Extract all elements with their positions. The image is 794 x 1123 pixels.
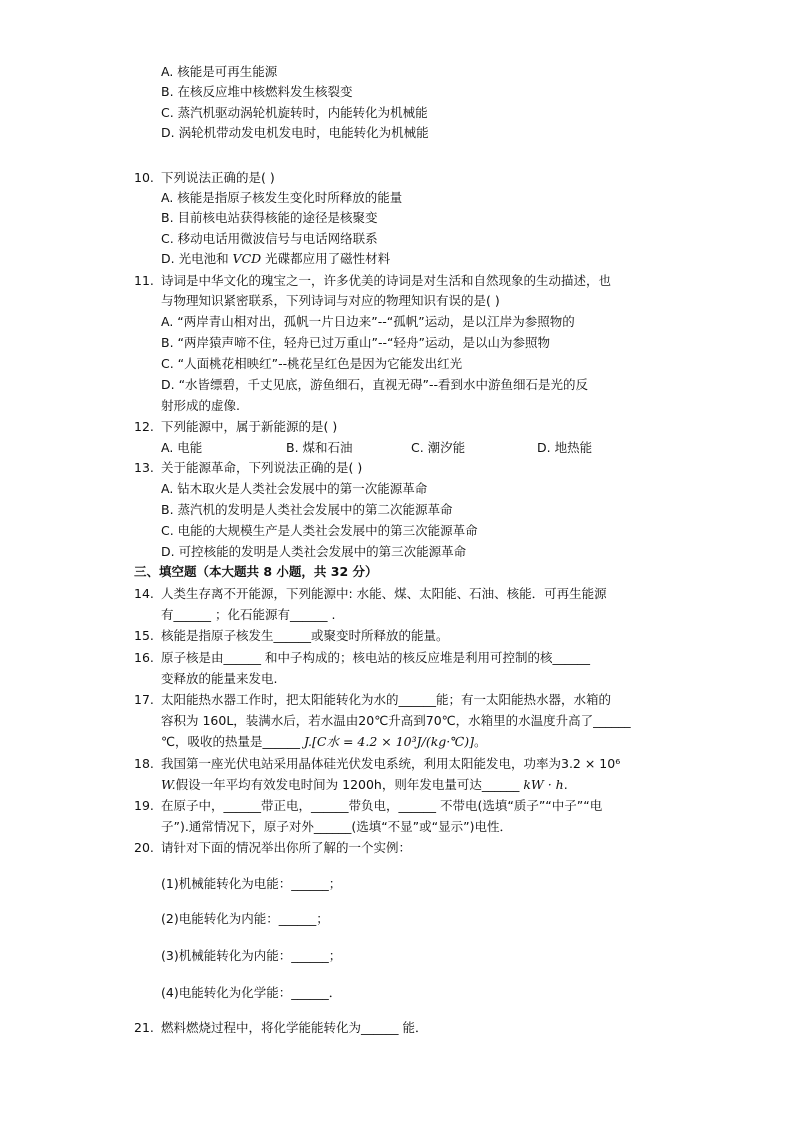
q11-stem-line1: 诗词是中华文化的瑰宝之一，许多优美的诗词是对生活和自然现象的生动描述，也 bbox=[161, 273, 612, 288]
q20-item-4: (4)电能转化为化学能：______． bbox=[161, 985, 342, 1000]
q10-option-d-pre: D. 光电池和 bbox=[161, 251, 233, 266]
q11-option-d: D. “水皆缥碧，千丈见底，游鱼细石，直视无碍”--看到水中游鱼细石是光的反 bbox=[161, 377, 589, 392]
section-title: 三、填空题 bbox=[134, 564, 197, 579]
q10-option-a: A. 核能是指原子核发生变化时所释放的能量 bbox=[161, 190, 403, 205]
q12-number: 12. bbox=[134, 419, 154, 434]
q13-option-d: D. 可控核能的发明是人类社会发展中的第三次能源革命 bbox=[161, 544, 467, 559]
q9-option-c: C. 蒸汽机驱动涡轮机旋转时，内能转化为机械能 bbox=[161, 105, 428, 120]
q10-option-d-post: 光碟都应用了磁性材料 bbox=[261, 251, 391, 266]
q13-option-b: B. 蒸汽机的发明是人类社会发展中的第二次能源革命 bbox=[161, 502, 453, 517]
q17-formula: J.[C水 = 4.2 × 10³J/(kg·℃)] bbox=[304, 734, 474, 749]
q13-stem: 关于能源革命，下列说法正确的是( ) bbox=[161, 460, 363, 475]
q21-number: 21. bbox=[134, 1020, 154, 1035]
q18-unit-kwh: kW · h bbox=[523, 777, 564, 792]
q12-stem: 下列能源中，属于新能源的是( ) bbox=[161, 419, 338, 434]
q12-option-c: C. 潮汐能 bbox=[411, 440, 466, 455]
q19-line2: 子”).通常情况下，原子对外______(选填“不显”或“显示”)电性． bbox=[161, 819, 512, 834]
q11-option-c: C. “人面桃花相映红”--桃花呈红色是因为它能发出红光 bbox=[161, 356, 463, 371]
q13-number: 13. bbox=[134, 460, 154, 475]
q10-option-d bbox=[161, 251, 390, 267]
q12-option-d: D. 地热能 bbox=[537, 440, 593, 455]
q10-option-b: B. 目前核电站获得核能的途径是核聚变 bbox=[161, 210, 378, 225]
q17-line2: 容积为 160L，装满水后，若水温由20℃升高到70℃，水箱里的水温度升高了______ bbox=[161, 713, 631, 728]
q13-option-c: C. 电能的大规模生产是人类社会发展中的第三次能源革命 bbox=[161, 523, 478, 538]
q11-number: 11. bbox=[134, 273, 154, 288]
q19-number: 19. bbox=[134, 798, 154, 813]
q18-line2 bbox=[161, 777, 568, 793]
q21-line1: 燃料燃烧过程中，将化学能能转化为______ 能． bbox=[161, 1020, 428, 1035]
q10-stem: 下列说法正确的是( ) bbox=[161, 170, 275, 185]
q11-option-a: A. “两岸青山相对出，孤帆一片日边来”--“孤帆”运动，是以江岸为参照物的 bbox=[161, 314, 575, 329]
q18-number: 18. bbox=[134, 756, 154, 771]
q14-number: 14. bbox=[134, 586, 154, 601]
q12-option-a: A. 电能 bbox=[161, 440, 203, 455]
q13-option-a: A. 钻木取火是人类社会发展中的第一次能源革命 bbox=[161, 481, 428, 496]
q16-number: 16. bbox=[134, 650, 154, 665]
q10-option-d-math: VCD bbox=[232, 251, 262, 266]
q20-item-1: (1)机械能转化为电能：______； bbox=[161, 876, 342, 891]
q11-option-b: B. “两岸猿声啼不住，轻舟已过万重山”--“轻舟”运动，是以山为参照物 bbox=[161, 335, 550, 350]
q10-option-c: C. 移动电话用微波信号与电话网络联系 bbox=[161, 231, 378, 246]
q17-line3-post: 。 bbox=[474, 734, 487, 749]
q18-unit-w: W. bbox=[161, 777, 176, 792]
q15-line1: 核能是指原子核发生______或聚变时所释放的能量。 bbox=[161, 628, 449, 643]
q9-option-d: D. 涡轮机带动发电机发电时，电能转化为机械能 bbox=[161, 125, 429, 140]
q20-item-2: (2)电能转化为内能：______； bbox=[161, 911, 329, 926]
q18-line2-post: . bbox=[563, 777, 568, 792]
q18-line1: 我国第一座光伏电站采用晶体硅光伏发电系统，利用太阳能发电，功率为3.2 × 10⁶ bbox=[161, 756, 621, 771]
q19-line1: 在原子中，______带正电，______带负电，______ 不带电(选填“质子”“中子”“电 bbox=[161, 798, 603, 813]
q12-option-b: B. 煤和石油 bbox=[286, 440, 353, 455]
q17-line3-pre: ℃，吸收的热量是______ bbox=[161, 734, 305, 749]
q11-option-d-cont: 射形成的虚像. bbox=[161, 398, 240, 413]
q15-number: 15. bbox=[134, 628, 154, 643]
q11-stem-line2: 与物理知识紧密联系，下列诗词与对应的物理知识有误的是( ) bbox=[161, 293, 500, 308]
q20-stem: 请针对下面的情况举出你所了解的一个实例： bbox=[161, 840, 412, 855]
q20-item-3: (3)机械能转化为内能：______； bbox=[161, 948, 342, 963]
q17-line1: 太阳能热水器工作时，把太阳能转化为水的______能；有一太阳能热水器，水箱的 bbox=[161, 692, 612, 707]
q16-line1: 原子核是由______ 和中子构成的；核电站的核反应堆是利用可控制的核______ bbox=[161, 650, 590, 665]
q9-option-b: B. 在核反应堆中核燃料发生核裂变 bbox=[161, 84, 353, 99]
q16-line2: 变释放的能量来发电. bbox=[161, 671, 278, 686]
section-heading bbox=[134, 564, 378, 580]
q14-line1: 人类生存离不开能源，下列能源中: 水能、煤、太阳能、石油、核能．可再生能源 bbox=[161, 586, 607, 601]
q18-line2-mid: 假设一年平均有效发电时间为 1200h，则年发电量可达______ bbox=[175, 777, 524, 792]
q9-option-a: A. 核能是可再生能源 bbox=[161, 64, 278, 79]
section-detail: （本大题共 8 小题，共 32 分） bbox=[196, 564, 378, 579]
q10-number: 10. bbox=[134, 170, 154, 185]
q17-line3 bbox=[161, 734, 487, 750]
q17-number: 17. bbox=[134, 692, 154, 707]
q20-number: 20. bbox=[134, 840, 154, 855]
q14-line2: 有______ ；化石能源有______ . bbox=[161, 607, 336, 622]
